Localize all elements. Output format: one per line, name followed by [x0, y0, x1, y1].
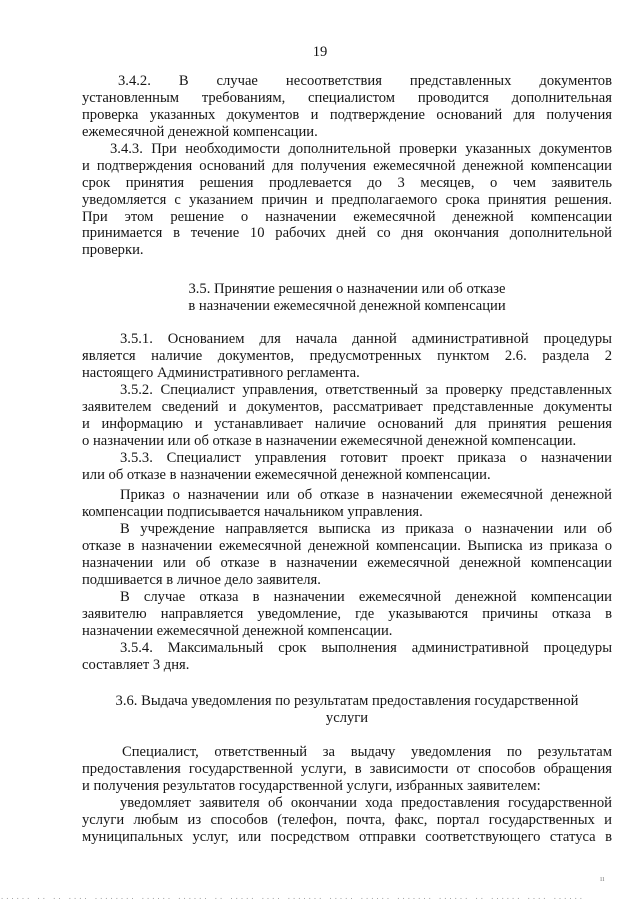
text-line: уведомляется с указанием причин и предполагаемого срока принятия решения.	[82, 191, 612, 208]
scan-mark: ıı	[600, 874, 605, 883]
paragraph	[82, 281, 612, 315]
text-line: и получения результатов государственной услуги, избранных заявителем:	[82, 777, 541, 794]
text-line: является наличие документов, предусмотренных пунктом 2.6. раздела 2	[82, 347, 612, 364]
text-line: услуги	[325, 709, 369, 726]
text-line: 3.5.2. Специалист управления, ответственный за проверку представленных	[120, 382, 612, 398]
text-line: принимается в течение 10 рабочих дней со дня окончания дополнительной	[82, 225, 612, 242]
text-line: заявителем сведений и документов, рассматривает представленные документы	[82, 398, 612, 415]
text-line: 3.5. Принятие решения о назначении или об отказе	[188, 281, 506, 297]
text-line: подшивается в личное дело заявителя.	[82, 571, 321, 588]
text-line: муниципальных услуг, или посредством отправки соответствующего статуса в	[82, 828, 612, 845]
paragraph	[82, 589, 612, 640]
paragraph	[82, 693, 612, 727]
text-line: компенсации подписывается начальником управления.	[82, 503, 423, 520]
text-line: 3.4.2. В случае несоответствия представленных документов	[118, 73, 612, 89]
text-line: назначении ежемесячной денежной компенсации.	[82, 622, 393, 639]
paragraph	[82, 640, 612, 674]
text-line: 3.5.4. Максимальный срок выполнения административной процедуры	[120, 640, 612, 656]
paragraph	[82, 141, 612, 259]
text-line: 3.6. Выдача уведомления по результатам предоставления государственной	[115, 693, 579, 709]
text-line: При этом решение о назначении ежемесячной денежной компенсации	[82, 208, 612, 225]
text-line: настоящего Административного регламента.	[82, 364, 360, 381]
scan-footer-marks: ...... .. .. .... ........ ...... ...... .. ..... .... ....... ..... ...... ....... ...... .. ...... .... ......	[0, 893, 585, 901]
text-line: 3.4.3. При необходимости дополнительной проверки указанных документов	[110, 141, 612, 157]
text-line: Приказ о назначении или об отказе в назначении ежемесячной денежной	[120, 487, 612, 503]
text-line: 3.5.3. Специалист управления готовит проект приказа о назначении	[120, 450, 612, 466]
text-line: В случае отказа в назначении ежемесячной денежной компенсации	[120, 589, 612, 605]
text-line: услуги любым из способов (телефон, почта, факс, портал государственных и	[82, 811, 612, 828]
text-line: ежемесячной денежной компенсации.	[82, 123, 318, 140]
paragraph	[82, 382, 612, 450]
paragraph	[82, 521, 612, 589]
page-number: 19	[312, 44, 328, 60]
text-line: заявителю направляется уведомление, где указываются причины отказа в	[82, 605, 612, 622]
text-line: В учреждение направляется выписка из приказа о назначении или об	[120, 521, 612, 537]
text-line: проверки.	[82, 242, 144, 259]
paragraph	[82, 331, 612, 382]
text-line: назначении или об отказе в назначении ежемесячной денежной компенсации	[82, 554, 612, 571]
paragraph	[82, 73, 612, 141]
text-line: или об отказе в назначении ежемесячной денежной компенсации.	[82, 466, 491, 483]
paragraph	[82, 450, 612, 484]
text-line: установленным требованиям, специалистом проводится дополнительная	[82, 89, 612, 106]
text-line: в назначении ежемесячной денежной компенсации	[188, 297, 506, 314]
text-line: проверка указанных документов и подтверждение оснований для получения	[82, 106, 612, 123]
text-line: срок принятия решения продлевается до 3 месяцев, о чем заявитель	[82, 174, 612, 191]
text-line: и информацию и устанавливает наличие оснований для принятия решения	[82, 415, 612, 432]
paragraph	[82, 487, 612, 521]
paragraph	[82, 795, 612, 846]
text-line: предоставления государственной услуги, в зависимости от способов обращения	[82, 760, 612, 777]
text-line: 3.5.1. Основанием для начала данной административной процедуры	[120, 331, 612, 347]
text-line: составляет 3 дня.	[82, 656, 190, 673]
text-line: уведомляет заявителя об окончании хода предоставления государственной	[120, 795, 612, 811]
text-line: Специалист, ответственный за выдачу уведомления по результатам	[122, 744, 612, 760]
text-line: и подтверждения оснований для получения ежемесячной денежной компенсации	[82, 157, 612, 174]
paragraph	[82, 744, 612, 795]
text-line: о назначении или об отказе в назначении ежемесячной денежной компенсации.	[82, 432, 577, 449]
text-line: отказе в назначении ежемесячной денежной компенсации. Выписка из приказа о	[82, 537, 612, 554]
